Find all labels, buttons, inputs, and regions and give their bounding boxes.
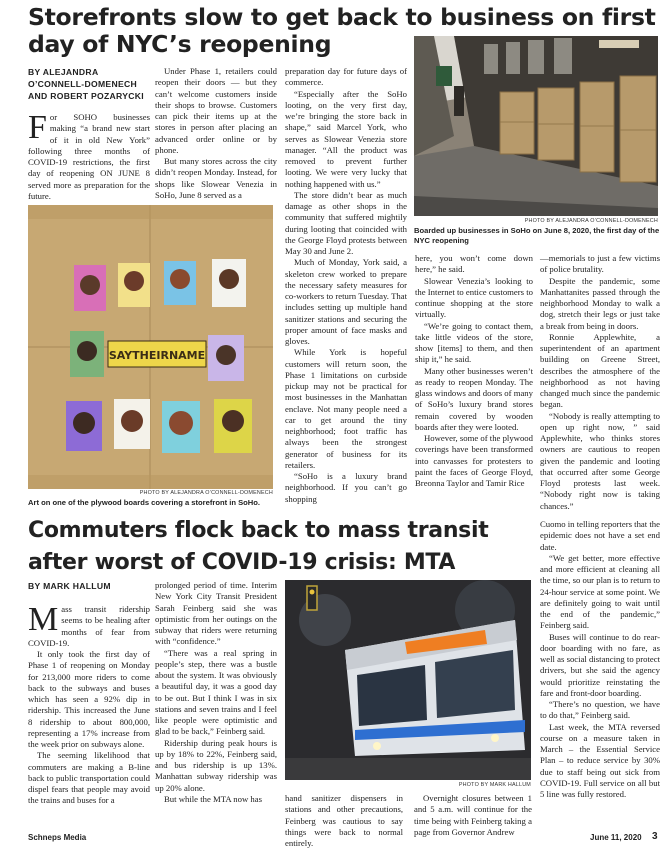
story2-column-2 [155,580,277,826]
story2-col1-p2: It only took the first day of Phase 1 of reopening on Monday for 213,000 more riders to come back to the subways and buses which has seen a 92% dip in ridership. This increased the June 8 ridership to about 800,000, representing a 17% increase from the week prior on subways alone. [28,649,150,749]
story2-col1-p3: The seeming likelihood that commuters are making a B-line back to public transportation could dispel fears that people may avoid the trains and buses for a [28,750,150,806]
mural-text: SAYTHEIRNAME [108,349,206,362]
photo2-credit: PHOTO BY ALEJANDRA O’CONNELL-DOMENECH [139,490,273,496]
photo1-caption: Boarded up businesses in SoHo on June 8, 2020, the first day of the NYC reopening [414,226,660,245]
story1-column-3 [285,66,407,509]
story2-col5-p5: Last week, the MTA reversed course on a measure taken in March – the Essential Service Plan – to reduce service by 30% due to staff being out sick from COVID-19. Full service on all but 5 line was fully restored. [540,721,660,799]
story1-col4-p2: Slowear Venezia’s looking to the Internet to entice customers to continue shopping at the store virtually. [415,275,533,320]
story2-col4-p1: Overnight closures between 1 and 5 a.m. will continue for the time being with Feinberg taking a page from Governor Andrew [414,793,532,837]
story2-dropcap: M [28,601,59,638]
story1-col4-p3: “We’re going to contact them, take little videos of the store, show [items] to them, and then ship it,” he said. [415,320,533,365]
story1-col3-p3: The store didn’t bear as much damage as other shops in the community that suffered mightily during looting that coincided with the George Floyd protests between May 30 and June 2. [285,189,407,256]
story1-col3-p5: While York is hopeful customers will return soon, the Phase 1 limitations on curbside pickup may not be practical for most businesses in the Manhattan enclave. Not many people need a car to get around the tiny neighborhood; foot traffic has always been the strongest generator of business for its retailers. [285,347,407,470]
story1-column-5 [540,253,660,509]
story1-col3-p2: “Especially after the SoHo looting, on the very first day, we’re bringing the store back in shape,” said Marcel York, who serves as Slowear Venezia store manager. “All the product was removed to prevent further looting. We were very lucky that nothing happened with us.” [285,88,407,189]
story1-col3-p4: Much of Monday, York said, a skeleton crew worked to prepare the necessary safety measures for co-workers to return Tuesday. That includes setting up multiple hand sanitizer stations and securing the proper amount of face masks and gloves. [285,257,407,346]
story1-col3-p6: “SoHo is a luxury brand neighborhood. If you can’t go shopping [285,471,407,504]
story2-col5-p2: “We get better, more effective and more efficient at cleaning all the time, so our plan is to return to 24-hour service at some point. We are definitely going to wait until the end of the pandemic,” Feinberg said. [540,552,660,631]
story2-col2-p4: But while the MTA now has [164,793,262,804]
story2-column-5 [540,519,660,827]
story1-col3-p1: preparation day for future days of commerce. [285,66,407,88]
story1-col5-p4: “Nobody is really attempting to open up right now, ” said Applewhite, who thinks stores owners are cautious to reopen given the pandemic and looting that occurred after some George Floyd protests last week. “Nobody right now is taking chances.” [540,410,660,511]
story1-dropcap: F [28,109,47,146]
story1-headline: Storefronts slow to get back to business on first day of NYC’s reopening [28,3,656,58]
story1-col4-p1: here, you won’t come down here,” he said. [415,253,533,275]
story1-column-2 [155,66,277,202]
story2-col2-p3: Ridership during peak hours is up by 18% to 22%, Feinberg said, and bus ridership is up 13%. Manhattan subway ridership was up 20% alone. [155,737,277,793]
photo2-caption: Art on one of the plywood boards covering a storefront in SoHo. [28,498,261,507]
footer-page-number: 3 [652,831,658,842]
boarded-storefront-photo [414,36,658,216]
story2-col2-p2: “There was a real spring in people’s step, there was a bustle about the system. It was obviously a beautiful day, it was a good day to be out. But I think I was in six stations and seven trains and I feel like people were optimistic and glad to be back,” Feinberg said. [155,647,277,737]
story1-col4-p5: However, some of the plywood coverings have been transformed into canvasses for protesters to paint the faces of George Floyd, Breonna Taylor and Tamir Rice [415,433,533,488]
mural-photo [28,205,273,489]
story1-col4-p4: Many other businesses weren’t as ready to reopen Monday. The glass windows and doors of many of SoHo’s luxury brand stores remain covered by wooden boards after they were looted. [415,365,533,432]
story1-col2-p1: Under Phase 1, retailers could reopen their doors — but they can’t welcome customers inside their shops to browse. Customers can pick their items up at the stores in person after placing an advanced order online or by phone. [155,66,277,155]
bus-photo [285,580,531,780]
story2-col1-p1: Mass transit ridership seems to be healing after months of fear from COVID-19. [28,601,150,648]
footer-publisher: Schneps Media [28,833,87,842]
story2-byline: BY MARK HALLUM [28,581,111,591]
story1-col5-p2: Despite the pandemic, some Manhattanites passed through the neighborhood Monday to walk a dog, stretch their legs or just take a break from being in doors. [540,275,660,331]
story2-col5-p4: “There’s no question, we have to do that,” Feinberg said. [540,699,660,721]
story1-column-1 [28,109,150,202]
story2-column-4 [414,793,532,837]
photo1-credit: PHOTO BY ALEJANDRA O’CONNELL-DOMENECH [524,218,658,224]
story2-col5-p1: Cuomo in telling reporters that the epidemic does not have a set end date. [540,519,660,552]
mural-illustration [28,205,273,489]
story2-headline: Commuters flock back to mass transit after worst of COVID-19 crisis: MTA [28,518,489,575]
story2-col5-p3: Buses will continue to do rear-door boarding with no fare, as well as social distancing to protect drivers, but she said the agency would prioritize reinstating the fare and front-door boarding. [540,631,660,698]
story1-byline: BY ALEJANDRA O’CONNELL-DOMENECH AND ROBERT POZARYCKI [28,67,144,101]
boarded-storefront-illustration [414,36,658,216]
story2-col3-p1: hand sanitizer dispensers in stations and other precautions, Feinberg was cautious to say things were back to normal entirely. [285,793,403,848]
story1-col2-p2: But many stores across the city didn’t reopen Monday. Instead, for shops like Slowear Venezia in SoHo, June 8 served as a [155,156,277,200]
story2-column-1 [28,601,150,826]
footer-date: June 11, 2020 [590,833,642,842]
bus-illustration [285,580,531,780]
story1-column-4 [415,253,533,509]
story2-column-3 [285,793,403,848]
story2-col2-p1: prolonged period of time. Interim New York City Transit President Sarah Feinberg said she was optimistic from her outings on the subway that riders were returning with “confidence.” [155,580,277,647]
bus-photo-credit: PHOTO BY MARK HALLUM [458,782,531,788]
story1-col5-p3: Ronnie Applewhite, a superintendent of an apartment building on Greene Street, describes the atmosphere of the neighborhood as not having changed much since the pandemic began. [540,331,660,410]
story1-col5-p1: —memorials to just a few victims of police brutality. [540,253,660,275]
story1-col1-paragraph: For SOHO businesses making “a brand new start of it in old New York” following three months of COVID-19 restrictions, the first day of reopening ON JUNE 8 served more as preparation for the future. [28,109,150,201]
